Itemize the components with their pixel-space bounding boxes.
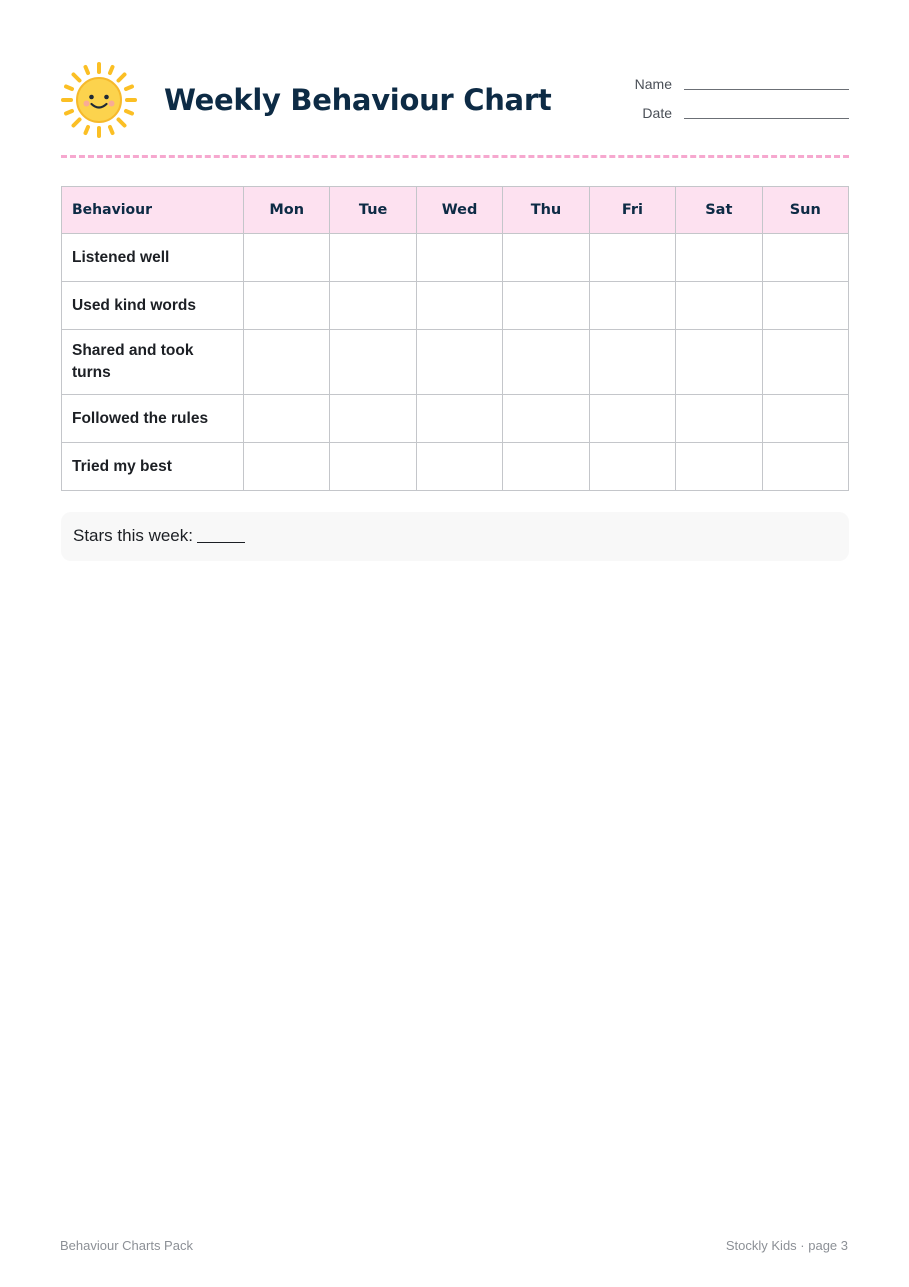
day-cell[interactable] — [416, 443, 502, 491]
column-header-thu: Thu — [503, 187, 589, 234]
day-cell[interactable] — [416, 282, 502, 330]
day-cell[interactable] — [330, 395, 416, 443]
behaviour-label: Followed the rules — [62, 395, 244, 443]
day-cell[interactable] — [503, 234, 589, 282]
day-cell[interactable] — [676, 234, 762, 282]
date-line[interactable] — [684, 118, 849, 119]
behaviour-table — [61, 186, 849, 491]
day-cell[interactable] — [589, 395, 675, 443]
day-cell[interactable] — [589, 443, 675, 491]
date-label: Date — [642, 105, 672, 121]
day-cell[interactable] — [589, 330, 675, 395]
day-cell[interactable] — [244, 330, 330, 395]
column-header-sun: Sun — [762, 187, 848, 234]
day-cell[interactable] — [503, 330, 589, 395]
column-header-tue: Tue — [330, 187, 416, 234]
day-cell[interactable] — [244, 282, 330, 330]
stars-summary — [73, 526, 245, 546]
day-cell[interactable] — [416, 395, 502, 443]
behaviour-label: Used kind words — [62, 282, 244, 330]
day-cell[interactable] — [244, 234, 330, 282]
table-row — [62, 443, 849, 491]
day-cell[interactable] — [589, 282, 675, 330]
day-cell[interactable] — [762, 282, 848, 330]
day-cell[interactable] — [416, 234, 502, 282]
table-header-row — [62, 187, 849, 234]
day-cell[interactable] — [676, 443, 762, 491]
day-cell[interactable] — [503, 443, 589, 491]
stars-summary-box — [61, 512, 849, 561]
name-label: Name — [634, 76, 672, 92]
column-header-fri: Fri — [589, 187, 675, 234]
name-field[interactable] — [600, 72, 849, 94]
behaviour-label: Tried my best — [62, 443, 244, 491]
day-cell[interactable] — [589, 234, 675, 282]
day-cell[interactable] — [762, 443, 848, 491]
column-header-wed: Wed — [416, 187, 502, 234]
stars-blank[interactable] — [197, 542, 245, 543]
dashed-divider — [61, 155, 849, 158]
day-cell[interactable] — [676, 395, 762, 443]
day-cell[interactable] — [503, 395, 589, 443]
table-row — [62, 234, 849, 282]
day-cell[interactable] — [762, 330, 848, 395]
footer-left: Behaviour Charts Pack — [60, 1238, 193, 1253]
column-header-mon: Mon — [244, 187, 330, 234]
behaviour-label: Shared and took turns — [62, 330, 244, 395]
day-cell[interactable] — [503, 282, 589, 330]
day-cell[interactable] — [416, 330, 502, 395]
smiling-sun-icon — [60, 61, 138, 139]
behaviour-label: Listened well — [62, 234, 244, 282]
day-cell[interactable] — [330, 330, 416, 395]
table-row — [62, 330, 849, 395]
stars-label: Stars this week: — [73, 526, 193, 545]
name-line[interactable] — [684, 89, 849, 90]
day-cell[interactable] — [676, 282, 762, 330]
day-cell[interactable] — [676, 330, 762, 395]
page-title: Weekly Behaviour Chart — [164, 83, 552, 117]
day-cell[interactable] — [244, 443, 330, 491]
column-header-sat: Sat — [676, 187, 762, 234]
table-row — [62, 282, 849, 330]
day-cell[interactable] — [330, 443, 416, 491]
date-field[interactable] — [600, 101, 849, 123]
column-header-behaviour: Behaviour — [62, 187, 244, 234]
footer-right: Stockly Kids · page 3 — [725, 1238, 848, 1253]
day-cell[interactable] — [330, 234, 416, 282]
day-cell[interactable] — [330, 282, 416, 330]
table-row — [62, 395, 849, 443]
day-cell[interactable] — [762, 234, 848, 282]
day-cell[interactable] — [762, 395, 848, 443]
day-cell[interactable] — [244, 395, 330, 443]
